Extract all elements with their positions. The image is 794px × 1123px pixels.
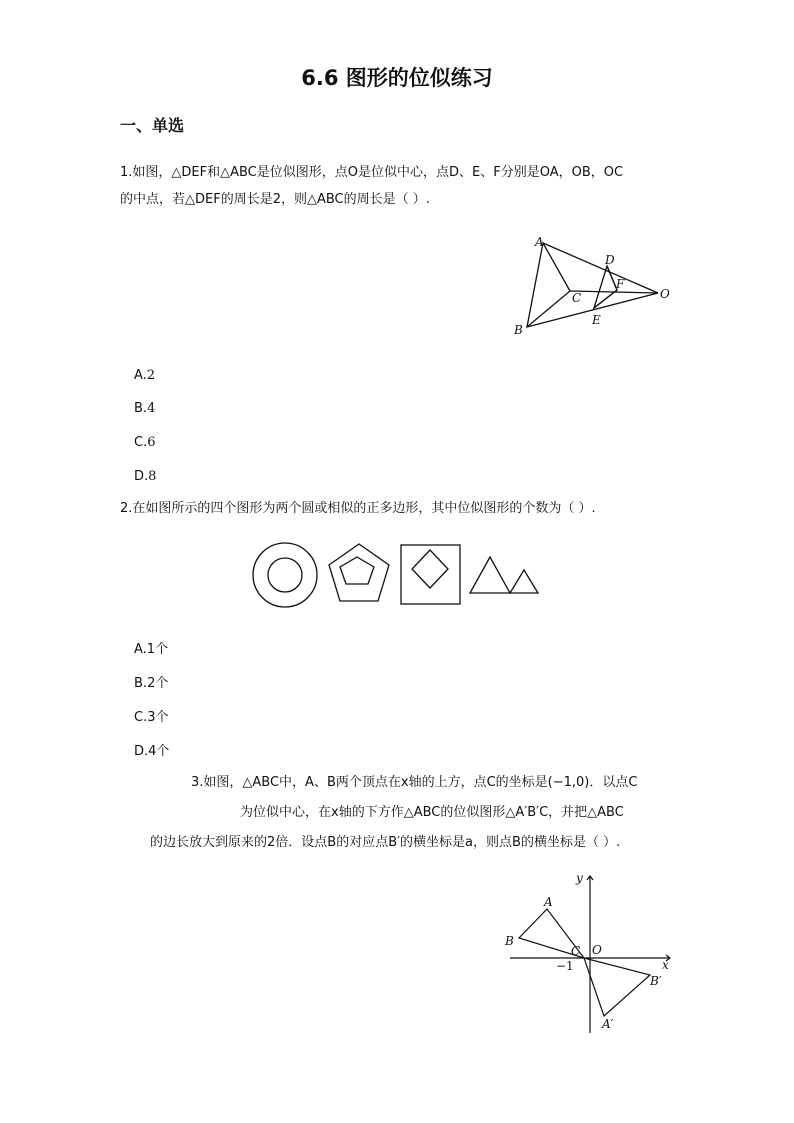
question-1-figure bbox=[500, 228, 690, 343]
question-1-line-2: 的中点，若△DEF的周长是2，则△ABC的周长是（ ）. bbox=[120, 192, 430, 207]
q1-option-c[interactable]: C.6 bbox=[134, 435, 156, 450]
section-heading: 一、单选 bbox=[120, 116, 185, 135]
two-triangles bbox=[470, 557, 538, 593]
label-a: A bbox=[535, 235, 544, 249]
question-3-figure bbox=[500, 868, 680, 1038]
q2-option-c[interactable]: C.3个 bbox=[134, 710, 169, 725]
q2-option-b[interactable]: B.2个 bbox=[134, 676, 169, 691]
label-o: O bbox=[592, 943, 602, 957]
triangle-def bbox=[594, 266, 617, 308]
q1-option-d[interactable]: D.8 bbox=[134, 469, 157, 484]
q2-option-a[interactable]: A.1个 bbox=[134, 642, 169, 657]
concentric-circles bbox=[253, 543, 317, 607]
question-1-line-1: 1.如图，△DEF和△ABC是位似图形，点O是位似中心，点D、E、F分别是OA，OB，OC bbox=[120, 165, 624, 180]
question-3-line-1: 3.如图，△ABC中，A、B两个顶点在x轴的上方，点C的坐标是(−1,0)．以点C bbox=[191, 775, 638, 790]
label-c: C bbox=[572, 291, 582, 305]
triangle-a-prime-b-prime-c bbox=[584, 958, 650, 1016]
label-b-prime: B′ bbox=[650, 974, 662, 988]
label-minus-one: −1 bbox=[556, 959, 574, 973]
question-2-figure bbox=[250, 540, 545, 610]
label-a-prime: A′ bbox=[602, 1017, 614, 1031]
label-f: F bbox=[616, 277, 625, 291]
label-e: E bbox=[592, 313, 601, 327]
label-x: x bbox=[662, 958, 669, 972]
label-a: A bbox=[544, 895, 553, 909]
q1-option-a[interactable]: A.2 bbox=[134, 368, 156, 383]
square-and-diamond bbox=[401, 545, 460, 604]
question-3-line-2: 为位似中心，在x轴的下方作△ABC的位似图形△A′B′C，并把△ABC bbox=[240, 805, 624, 820]
label-b: B bbox=[514, 323, 523, 337]
triangle-abc bbox=[527, 243, 570, 327]
label-y: y bbox=[576, 871, 583, 885]
label-c: C bbox=[571, 944, 581, 958]
nested-pentagons bbox=[329, 544, 389, 601]
page-title: 6.6 图形的位似练习 bbox=[301, 66, 493, 90]
question-2-line-1: 2.在如图所示的四个图形为两个圆或相似的正多边形，其中位似图形的个数为（ ）. bbox=[120, 501, 596, 516]
label-o: O bbox=[660, 287, 670, 301]
label-d: D bbox=[605, 253, 615, 267]
label-b: B bbox=[505, 934, 514, 948]
question-3-line-3: 的边长放大到原来的2倍．设点B的对应点B′的横坐标是a，则点B的横坐标是（ ）. bbox=[150, 835, 621, 850]
q1-option-b[interactable]: B.4 bbox=[134, 401, 156, 416]
q2-option-d[interactable]: D.4个 bbox=[134, 744, 170, 759]
